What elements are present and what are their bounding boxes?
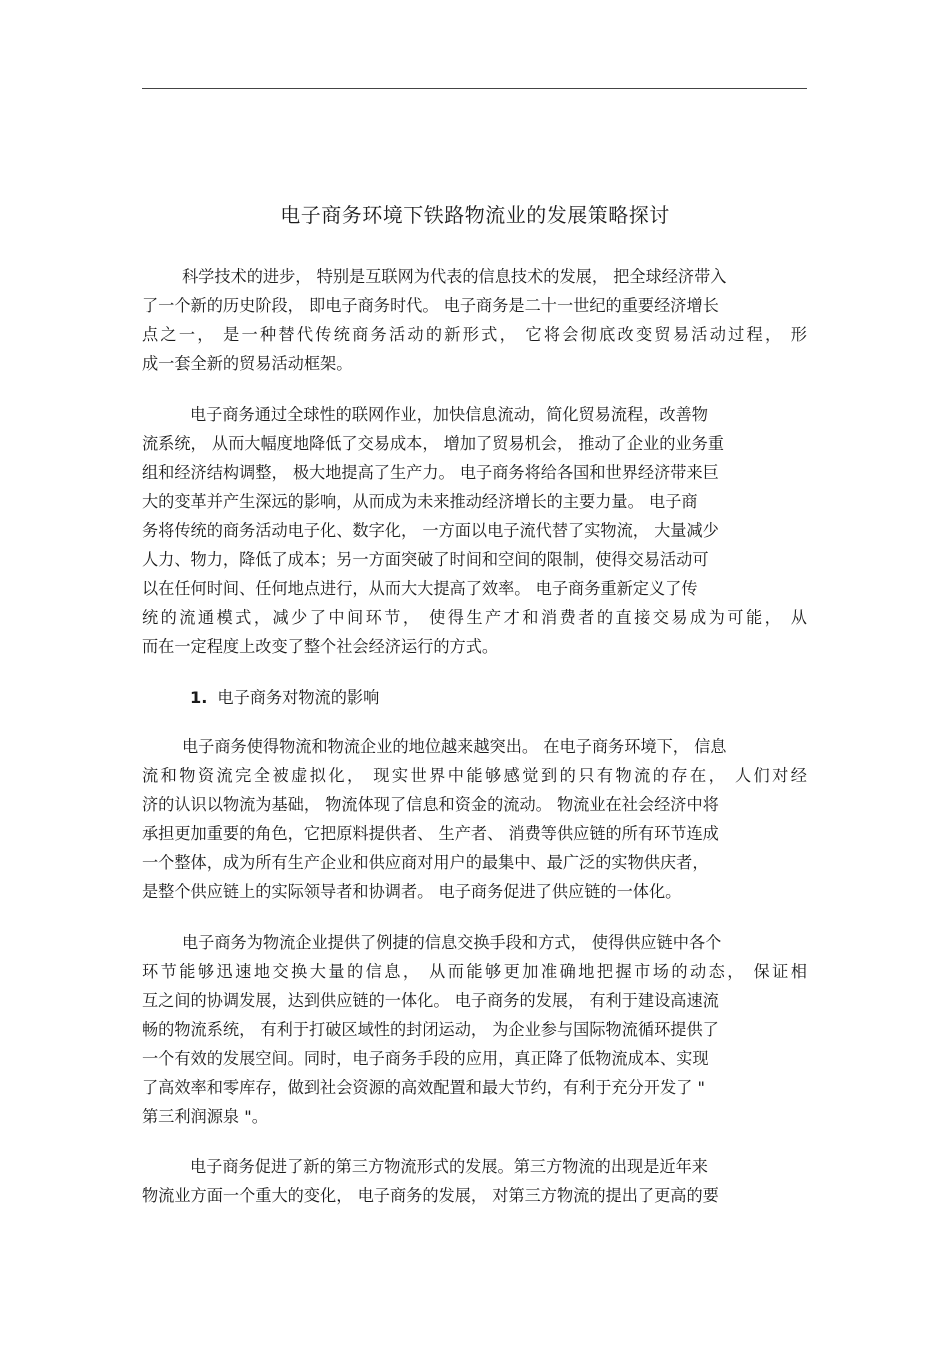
text-line: 而在一定程度上改变了整个社会经济运行的方式。 bbox=[142, 637, 499, 656]
text-line: 物流业方面一个重大的变化， 电子商务的发展， 对第三方物流的提出了更高的要 bbox=[142, 1186, 719, 1205]
text-line: 一个有效的发展空间。同时，电子商务手段的应用，真正降了低物流成本、实现 bbox=[142, 1049, 709, 1068]
paragraph-5 bbox=[142, 1152, 807, 1210]
text-line: 组和经济结构调整， 极大地提高了生产力。 电子商务将给各国和世界经济带来巨 bbox=[142, 463, 719, 482]
text-line: 畅的物流系统， 有利于打破区域性的封闭运动， 为企业参与国际物流循环提供了 bbox=[142, 1020, 719, 1039]
text-line: 点之一， 是一种替代传统商务活动的新形式， 它将会彻底改变贸易活动过程， 形 bbox=[142, 325, 807, 344]
text-line: 电子商务促进了新的第三方物流形式的发展。第三方物流的出现是近年来 bbox=[190, 1157, 708, 1176]
text-line: 一个整体，成为所有生产企业和供应商对用户的最集中、最广泛的实物供庆者， bbox=[142, 853, 709, 872]
text-line: 人力、物力，降低了成本；另一方面突破了时间和空间的限制，使得交易活动可 bbox=[142, 550, 709, 569]
text-line: 务将传统的商务活动电子化、数字化， 一方面以电子流代替了实物流， 大量减少 bbox=[142, 521, 719, 540]
text-line: 大的变革并产生深远的影响，从而成为未来推动经济增长的主要力量。 电子商 bbox=[142, 492, 698, 511]
document-title: 电子商务环境下铁路物流业的发展策略探讨 bbox=[280, 203, 670, 227]
text-line: 互之间的协调发展，达到供应链的一体化。 电子商务的发展， 有利于建设高速流 bbox=[142, 991, 719, 1010]
text-line: 统的流通模式，减少了中间环节， 使得生产才和消费者的直接交易成为可能， 从 bbox=[142, 608, 807, 627]
text-line: 电子商务通过全球性的联网作业，加快信息流动，简化贸易流程，改善物 bbox=[190, 405, 708, 424]
section-heading bbox=[190, 684, 379, 712]
paragraph-4 bbox=[142, 928, 807, 1131]
text-line: 电子商务为物流企业提供了例捷的信息交换手段和方式， 使得供应链中各个 bbox=[182, 933, 722, 952]
text-line: 是整个供应链上的实际领导者和协调者。 电子商务促进了供应链的一体化。 bbox=[142, 882, 682, 901]
header-rule bbox=[142, 88, 807, 89]
text-line: 了高效率和零库存，做到社会资源的高效配置和最大节约，有利于充分开发了 " bbox=[142, 1078, 705, 1097]
text-line: 科学技术的进步， 特别是互联网为代表的信息技术的发展， 把全球经济带入 bbox=[182, 267, 727, 286]
text-line: 第三利润源泉 "。 bbox=[142, 1107, 268, 1126]
section-number: 1. bbox=[190, 688, 208, 707]
text-line: 济的认识以物流为基础， 物流体现了信息和资金的流动。 物流业在社会经济中将 bbox=[142, 795, 719, 814]
text-line: 流和物资流完全被虚拟化， 现实世界中能够感觉到的只有物流的存在， 人们对经 bbox=[142, 766, 807, 785]
text-line: 流系统， 从而大幅度地降低了交易成本， 增加了贸易机会， 推动了企业的业务重 bbox=[142, 434, 724, 453]
section-heading-text: 电子商务对物流的影响 bbox=[217, 688, 380, 707]
text-line: 环节能够迅速地交换大量的信息， 从而能够更加准确地把握市场的动态， 保证相 bbox=[142, 962, 807, 981]
text-line: 成一套全新的贸易活动框架。 bbox=[142, 354, 353, 373]
text-line: 了一个新的历史阶段， 即电子商务时代。 电子商务是二十一世纪的重要经济增长 bbox=[142, 296, 719, 315]
text-line: 承担更加重要的角色，它把原料提供者、 生产者、 消费等供应链的所有环节连成 bbox=[142, 824, 719, 843]
text-line: 电子商务使得物流和物流企业的地位越来越突出。 在电子商务环境下， 信息 bbox=[182, 737, 727, 756]
text-line: 以在任何时间、任何地点进行，从而大大提高了效率。 电子商务重新定义了传 bbox=[142, 579, 698, 598]
paragraph-3 bbox=[142, 732, 807, 906]
paragraph-2 bbox=[142, 400, 807, 661]
paragraph-1 bbox=[142, 262, 807, 378]
